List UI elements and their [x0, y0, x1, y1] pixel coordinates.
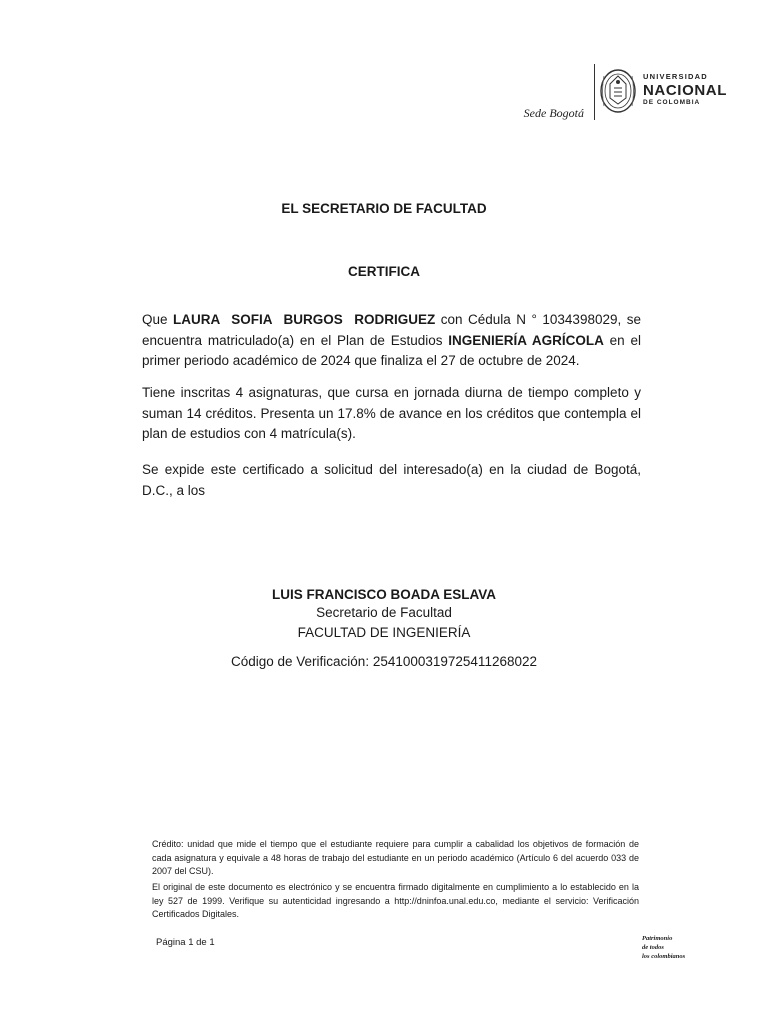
document-title: EL SECRETARIO DE FACULTAD	[281, 201, 487, 216]
page-number: Página 1 de 1	[156, 937, 215, 948]
logo-line3: DE COLOMBIA	[643, 98, 701, 106]
logo-line1: UNIVERSIDAD	[643, 72, 708, 81]
patrimonio-line2: de todos	[642, 944, 664, 951]
logo-line2: NACIONAL	[643, 81, 727, 99]
sede-label: Sede Bogotá	[523, 106, 584, 120]
verification-code: Código de Verificación: 2541000319725411268022	[230, 654, 537, 669]
signer-role: Secretario de Facultad	[316, 605, 452, 620]
logo-divider	[594, 64, 595, 120]
student-name: LAURA SOFIA BURGOS RODRIGUEZ	[173, 312, 436, 327]
paragraph-enrollment	[142, 310, 641, 372]
p1-prefix: Que	[142, 312, 168, 327]
paragraph-credits: Tiene inscritas 4 asignaturas, que cursa en jornada diurna de tiempo completo y suman 14 créditos. Presenta un 17.8% de avance en los créditos que contempla el plan de estudios con 4 matrícula(s).	[142, 385, 641, 441]
p1-suffix: en el primer periodo académico de 2024 que finaliza el 27 de octubre de 2024.	[142, 332, 641, 368]
credit-definition-note: Crédito: unidad que mide el tiempo que el estudiante requiere para cumplir a cabalidad los objetivos de formación de cada asignatura y equivale a 48 horas de trabajo del estudiante en un periodo académico (Artículo 6 del acuerdo 033 de 2007 del CSU).	[152, 839, 639, 876]
signer-faculty: FACULTAD DE INGENIERÍA	[297, 625, 471, 640]
document-subtitle: CERTIFICA	[348, 264, 420, 279]
paragraph-issued: Se expide este certificado a solicitud del interesado(a) en la ciudad de Bogotá, D.C., a los	[142, 462, 641, 498]
p1-id-text: con Cédula N ° 1034398029, se encuentra matriculado(a) en el Plan de Estudios	[142, 312, 641, 348]
patrimonio-slogan	[642, 934, 685, 961]
patrimonio-line1: Patrimonio	[642, 935, 673, 942]
patrimonio-line3: los colombianos	[642, 953, 686, 960]
university-seal-icon	[598, 66, 638, 116]
digital-signature-note: El original de este documento es electrónico y se encuentra firmado digitalmente en cumplimiento a lo establecido en la ley 527 de 1999. Verifique su autenticidad ingresando a http://dninfoa.unal.edu.co, mediante el servicio: Verificación Certificados Digitales.	[152, 882, 639, 919]
signer-name: LUIS FRANCISCO BOADA ESLAVA	[271, 587, 496, 602]
program-name: INGENIERÍA AGRÍCOLA	[448, 332, 604, 348]
university-logo	[643, 73, 727, 106]
